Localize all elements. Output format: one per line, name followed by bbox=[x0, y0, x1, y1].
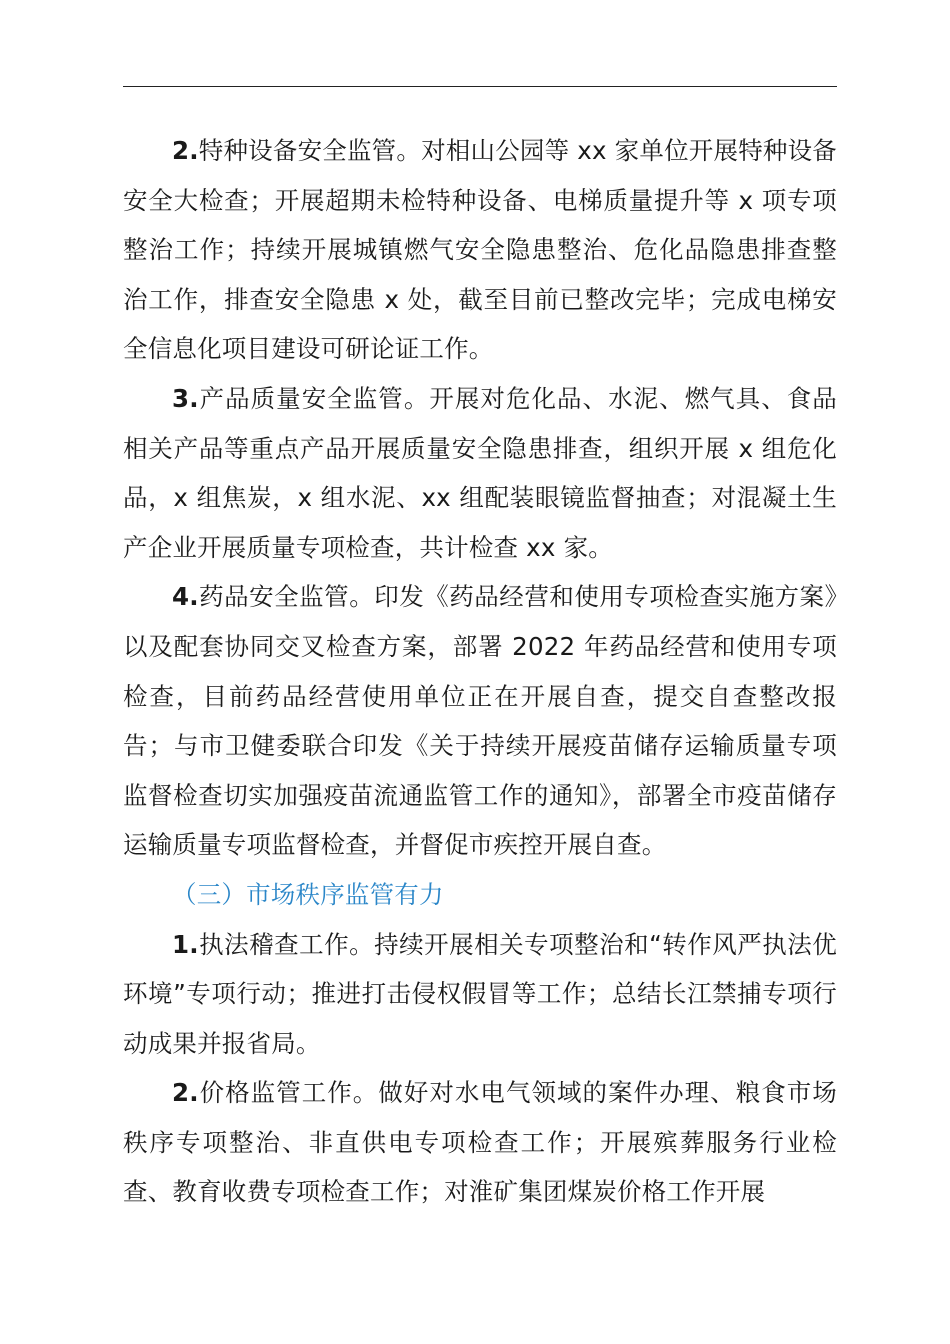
paragraph-product-quality bbox=[123, 374, 837, 572]
paragraph-special-equipment bbox=[123, 126, 837, 374]
paragraph-number: 3. bbox=[172, 383, 199, 413]
paragraph-number: 4. bbox=[172, 582, 199, 612]
paragraph-number: 2. bbox=[172, 1078, 199, 1108]
paragraph-text: 产品质量安全监管。开展对危化品、水泥、燃气具、食品相关产品等重点产品开展质量安全隐患排查，组织开展 x 组危化品，x 组焦炭，x 组水泥、xx 组配装眼镜监督抽查；对混凝土生产企业开展质量专项检查，共计检查 xx 家。 bbox=[123, 383, 837, 562]
paragraph-text: 执法稽查工作。持续开展相关专项整治和“转作风严执法优环境”专项行动；推进打击侵权假冒等工作；总结长江禁捕专项行动成果并报省局。 bbox=[123, 929, 837, 1058]
header-rule bbox=[123, 86, 837, 87]
paragraph-number: 1. bbox=[172, 929, 199, 959]
section-heading-market-order: （三）市场秩序监管有力 bbox=[172, 879, 444, 909]
paragraph-text: 价格监管工作。做好对水电气领域的案件办理、粮食市场秩序专项整治、非直供电专项检查工作；开展殡葬服务行业检查、教育收费专项检查工作；对淮矿集团煤炭价格工作开展 bbox=[123, 1078, 837, 1207]
paragraph-drug-safety bbox=[123, 572, 837, 870]
paragraph-text: 药品安全监管。印发《药品经营和使用专项检查实施方案》以及配套协同交叉检查方案，部署 2022 年药品经营和使用专项检查，目前药品经营使用单位正在开展自查，提交自查整改报告；与市卫健委联合印发《关于持续开展疫苗储存运输质量专项监督检查切实加强疫苗流通监管工作的通知》，部署全市疫苗储存运输质量专项监督检查，并督促市疾控开展自查。 bbox=[123, 582, 837, 860]
paragraph-number: 2. bbox=[172, 136, 199, 165]
paragraph-text: 特种设备安全监管。对相山公园等 xx 家单位开展特种设备安全大检查；开展超期未检特种设备、电梯质量提升等 x 项专项整治工作；持续开展城镇燃气安全隐患整治、危化品隐患排查整治工作，排查安全隐患 x 处，截至目前已整改完毕；完成电梯安全信息化项目建设可研论证工作。 bbox=[123, 136, 837, 364]
document-body bbox=[123, 126, 837, 1217]
paragraph-price-supervision bbox=[123, 1068, 837, 1217]
paragraph-law-enforcement bbox=[123, 920, 837, 1069]
